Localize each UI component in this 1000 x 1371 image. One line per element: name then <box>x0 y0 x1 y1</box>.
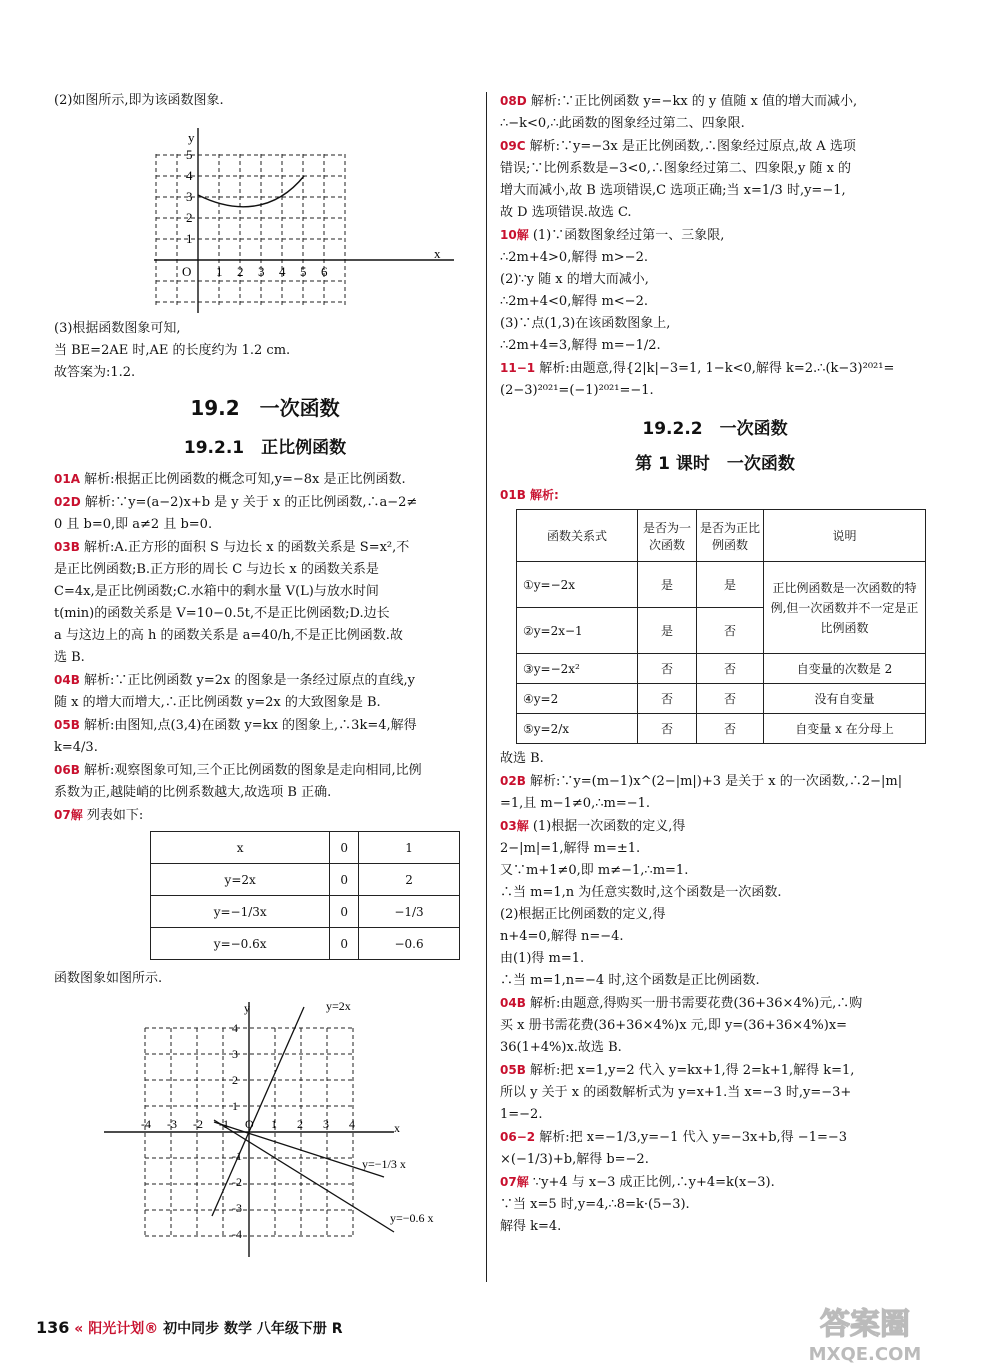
y-tick-label: 4 <box>232 1021 238 1035</box>
answer-line <box>500 815 930 838</box>
answer-line <box>500 1171 930 1194</box>
watermark-text: 答案圈 <box>820 1307 910 1342</box>
answer-text: 选 B. <box>54 650 85 665</box>
table-row <box>517 714 926 744</box>
subsection-title: 19.2.1 正比例函数 <box>183 438 347 458</box>
answer-tag: 08D <box>500 94 527 108</box>
answer-tag: 10解 <box>500 228 529 242</box>
answer-tag: 05B <box>500 1063 526 1077</box>
text-line: (2)如图所示,即为该函数图象. <box>54 93 224 108</box>
answer-text: ∴2m+4=3,解得 m=−1/2. <box>500 338 661 353</box>
answer-text: ∵当 x=5 时,y=4,∴8=k·(5−3). <box>500 1197 690 1212</box>
table-row <box>151 928 460 960</box>
answer-text: 错误;∵比例系数是−3<0,∴图象经过第二、四象限,y 随 x 的 <box>500 161 852 176</box>
answer-line <box>500 1126 930 1149</box>
book-title: 初中同步 数学 八年级下册 R <box>163 1321 343 1337</box>
answer-line <box>500 904 930 926</box>
answer-tag: 01A <box>54 472 80 486</box>
table-cell: ①y=−2x <box>517 562 638 608</box>
answer-line <box>54 581 476 603</box>
answer-line <box>500 269 930 291</box>
answer-text: 买 x 册书需花费(36+36×4%)x 元,即 y=(36+36×4%)x= <box>500 1018 848 1033</box>
answer-text: 故 D 选项错误.故选 C. <box>500 205 632 220</box>
answer-text: ∴2m+4<0,解得 m<−2. <box>500 294 648 309</box>
answer-tag: 04B <box>500 996 526 1010</box>
y-tick-label: 5 <box>186 147 193 162</box>
y-tick-label: -1 <box>232 1149 242 1163</box>
answer-tag: 07解 <box>500 1175 529 1189</box>
answer-line <box>500 291 930 313</box>
table-cell: 2 <box>359 864 460 896</box>
answer-text: 列表如下: <box>86 808 144 823</box>
answer-tag: 03解 <box>500 819 529 833</box>
answer-text: 解析:∵y=−3x 是正比例函数,∴图象经过原点,故 A 选项 <box>529 139 856 154</box>
answer-text: (2−3)²⁰²¹=(−1)²⁰²¹=−1. <box>500 383 654 398</box>
table-cell: 0 <box>330 896 359 928</box>
answers-list <box>500 90 930 402</box>
table-row <box>517 654 926 684</box>
answer-line <box>54 625 476 647</box>
answer-text: (2)∵y 随 x 的增大而减小, <box>500 272 649 287</box>
x-tick-label: 1 <box>216 264 223 279</box>
value-table <box>150 831 460 960</box>
answer-text: (2)根据正比例函数的定义,得 <box>500 907 666 922</box>
table-cell: 否 <box>638 654 697 684</box>
answer-line <box>54 669 476 692</box>
table-cell: 没有自变量 <box>764 684 926 714</box>
table-cell: ⑤y=2/x <box>517 714 638 744</box>
table-cell: 0 <box>330 928 359 960</box>
x-tick-label: -2 <box>193 1117 203 1131</box>
answer-line <box>54 782 476 804</box>
table-cell: 是 <box>638 608 697 654</box>
table-header: 说明 <box>764 510 926 562</box>
answer-text: C=4x,是正比例函数;C.水箱中的剩水量 V(L)与放水时间 <box>54 584 379 599</box>
answer-text: ∴当 m=1,n=−4 时,这个函数是正比例函数. <box>500 973 760 988</box>
answers-list <box>54 468 476 827</box>
answer-line <box>500 135 930 158</box>
table-cell: −1/3 <box>359 896 460 928</box>
y-tick-label: 2 <box>232 1073 238 1087</box>
answer-line <box>500 313 930 335</box>
table-cell: x <box>151 832 330 864</box>
answer-text: =1,且 m−1≠0,∴m=−1. <box>500 796 651 811</box>
x-tick-label: 4 <box>279 264 286 279</box>
answer-text: 解析:∵y=(a−2)x+b 是 y 关于 x 的正比例函数,∴a−2≠ <box>84 495 418 510</box>
answer-line <box>500 113 930 135</box>
x-tick-label: -3 <box>167 1117 177 1131</box>
table-cell: 0 <box>330 832 359 864</box>
table-cell: 否 <box>697 608 764 654</box>
answer-line <box>54 647 476 669</box>
answer-line <box>54 536 476 559</box>
y-tick-label: 1 <box>232 1099 238 1113</box>
brand-chevron-icon: « <box>74 1321 84 1337</box>
answer-text: 1=−2. <box>500 1107 543 1122</box>
table-cell: 否 <box>697 714 764 744</box>
answer-text: n+4=0,解得 n=−4. <box>500 929 624 944</box>
answer-tag: 09C <box>500 139 526 153</box>
answer-text: 又∵m+1≠0,即 m≠−1,∴m=1. <box>500 863 689 878</box>
y-tick-label: -3 <box>232 1201 242 1215</box>
table-cell: y=−0.6x <box>151 928 330 960</box>
table-cell: 自变量的次数是 2 <box>764 654 926 684</box>
table-cell: y=−1/3x <box>151 896 330 928</box>
answer-text: 0 且 b=0,即 a≠2 且 b=0. <box>54 517 213 532</box>
answer-tag: 06−2 <box>500 1130 536 1144</box>
x-tick-label: 2 <box>297 1117 303 1131</box>
y-tick-label: 1 <box>186 231 193 246</box>
answer-text: ∴2m+4>0,解得 m>−2. <box>500 250 648 265</box>
x-axis-label: x <box>394 1121 400 1135</box>
answer-text: 系数为正,越陡峭的比例系数越大,故选项 B 正确. <box>54 785 332 800</box>
answer-text: 解析:由题意,得购买一册书需要花费(36+36×4%)元,∴购 <box>530 996 863 1011</box>
answer-line <box>54 737 476 759</box>
column-divider <box>486 92 487 1282</box>
answer-text: k=4/3. <box>54 740 98 755</box>
answer-line <box>500 1104 930 1126</box>
table-row <box>151 832 460 864</box>
answer-text: 解析:A.正方形的面积 S 与边长 x 的函数关系是 S=x²,不 <box>84 540 410 555</box>
answer-tag: 04B <box>54 673 80 687</box>
answer-text: 解析:由题意,得{2|k|−3=1, 1−k<0,解得 k=2.∴(k−3)²⁰²¹= <box>539 361 895 376</box>
x-tick-label: -1 <box>219 1117 229 1131</box>
answer-line <box>500 224 930 247</box>
answer-text: 增大而减小,故 B 选项错误,C 选项正确;当 x=1/3 时,y=−1, <box>500 183 846 198</box>
page-footer <box>36 1318 342 1338</box>
y-tick-label: 3 <box>186 189 193 204</box>
answer-line <box>500 202 930 224</box>
text-line: (3)根据函数图象可知, <box>54 321 181 336</box>
table-cell: 是 <box>697 562 764 608</box>
section-title: 19.2 一次函数 <box>190 396 340 420</box>
x-tick-label: 1 <box>271 1117 277 1131</box>
answer-line <box>500 1194 930 1216</box>
right-column <box>500 90 930 1238</box>
answers-list <box>500 770 930 1238</box>
answer-line <box>54 692 476 714</box>
watermark-url: MXQE.COM <box>808 1344 922 1365</box>
answer-label: 解析: <box>530 488 559 502</box>
answer-line <box>500 1216 930 1238</box>
answer-text: 解析:由图知,点(3,4)在函数 y=kx 的图象上,∴3k=4,解得 <box>84 718 417 733</box>
answer-tag: 05B <box>54 718 80 732</box>
page-number: 136 <box>36 1318 70 1337</box>
answer-line <box>54 514 476 536</box>
line-label: y=−1/3 x <box>362 1157 406 1171</box>
answer-tag: 07解 <box>54 808 83 822</box>
watermark-logo <box>750 1300 980 1366</box>
answer-text: ∵y+4 与 x−3 成正比例,∴y+4=k(x−3). <box>532 1175 775 1190</box>
answer-line <box>500 970 930 992</box>
answer-text: a 与这边上的高 h 的函数关系是 a=40/h,不是正比例函数.故 <box>54 628 403 643</box>
answer-text: 由(1)得 m=1. <box>500 951 585 966</box>
table-cell: 否 <box>638 714 697 744</box>
answer-text: 解析:∵正比例函数 y=2x 的图象是一条经过原点的直线,y <box>84 673 415 688</box>
x-tick-label: 5 <box>300 264 307 279</box>
answer-text: ∴−k<0,∴此函数的图象经过第二、四象限. <box>500 116 745 131</box>
table-header: 函数关系式 <box>517 510 638 562</box>
y-axis-label: y <box>244 1001 250 1015</box>
table-header: 是否为一次函数 <box>638 510 697 562</box>
table-cell: y=2x <box>151 864 330 896</box>
x-tick-label: 3 <box>258 264 265 279</box>
answer-text: (1)∵函数图象经过第一、三象限, <box>532 228 725 243</box>
answer-text: 解析:∵正比例函数 y=−kx 的 y 值随 x 值的增大而减小, <box>530 94 858 109</box>
answer-tag: 02D <box>54 495 81 509</box>
table-cell: 自变量 x 在分母上 <box>764 714 926 744</box>
text-line: 故选 B. <box>500 751 544 766</box>
graph-2 <box>94 992 474 1262</box>
answer-line <box>54 759 476 782</box>
text-line: 当 BE=2AE 时,AE 的长度约为 1.2 cm. <box>54 343 291 358</box>
graph-1 <box>134 118 474 318</box>
answer-text: ×(−1/3)+b,解得 b=−2. <box>500 1152 649 1167</box>
table-cell: 否 <box>638 684 697 714</box>
y-tick-label: 4 <box>186 168 193 183</box>
answer-line <box>500 1082 930 1104</box>
function-table <box>516 509 926 744</box>
answer-tag: 03B <box>54 540 80 554</box>
answer-text: 36(1+4%)x.故选 B. <box>500 1040 622 1055</box>
table-cell: 否 <box>697 654 764 684</box>
table-row <box>151 896 460 928</box>
table-cell: 否 <box>697 684 764 714</box>
answer-line <box>500 335 930 357</box>
answer-line <box>500 770 930 793</box>
table-cell: 0 <box>330 864 359 896</box>
answer-text: 是正比例函数;B.正方形的周长 C 与边长 x 的函数关系是 <box>54 562 379 577</box>
answer-line <box>500 357 930 380</box>
answer-text: 解得 k=4. <box>500 1219 562 1234</box>
x-tick-label: 3 <box>323 1117 329 1131</box>
answer-line <box>54 603 476 625</box>
y-tick-label: 2 <box>186 210 193 225</box>
answer-text: 解析:把 x=−1/3,y=−1 代入 y=−3x+b,得 −1=−3 <box>539 1130 848 1145</box>
table-cell: 1 <box>359 832 460 864</box>
answer-line <box>500 1015 930 1037</box>
x-tick-label: 6 <box>321 264 328 279</box>
answer-text: 解析:把 x=1,y=2 代入 y=kx+1,得 2=k+1,解得 k=1, <box>530 1063 855 1078</box>
line-label: y=2x <box>326 999 351 1013</box>
answer-text: 解析:根据正比例函数的概念可知,y=−8x 是正比例函数. <box>84 472 406 487</box>
answer-line <box>500 180 930 202</box>
answer-line <box>500 1037 930 1059</box>
answer-text: (3)∵点(1,3)在该函数图象上, <box>500 316 671 331</box>
answer-text: t(min)的函数关系是 V=10−0.5t,不是正比例函数;D.边长 <box>54 606 390 621</box>
x-tick-label: -4 <box>141 1117 151 1131</box>
answer-line <box>500 926 930 948</box>
answer-line <box>54 491 476 514</box>
y-tick-label: -2 <box>232 1175 242 1189</box>
answer-tag: 01B <box>500 488 526 502</box>
answer-line <box>500 882 930 904</box>
brand-name: 阳光计划® <box>88 1321 159 1337</box>
answer-line <box>54 559 476 581</box>
table-cell: −0.6 <box>359 928 460 960</box>
answer-line <box>500 838 930 860</box>
y-tick-label: 3 <box>232 1047 238 1061</box>
answer-line <box>500 793 930 815</box>
answer-tag: 06B <box>54 763 80 777</box>
answer-line <box>500 860 930 882</box>
answer-text: ∴当 m=1,n 为任意实数时,这个函数是一次函数. <box>500 885 782 900</box>
answer-text: 所以 y 关于 x 的函数解析式为 y=x+1.当 x=−3 时,y=−3+ <box>500 1085 852 1100</box>
answer-line <box>54 714 476 737</box>
left-column <box>54 90 476 1262</box>
x-axis-label: x <box>434 246 441 261</box>
answer-line <box>500 380 930 402</box>
text-line: 函数图象如图所示. <box>54 971 163 986</box>
table-row <box>151 864 460 896</box>
answer-line <box>54 468 476 491</box>
line-label: y=−0.6 x <box>390 1211 434 1225</box>
answer-line <box>500 1149 930 1171</box>
x-tick-label: 4 <box>349 1117 355 1131</box>
answer-line <box>500 247 930 269</box>
answer-line <box>500 1059 930 1082</box>
table-header: 是否为正比例函数 <box>697 510 764 562</box>
table-cell: 是 <box>638 562 697 608</box>
answer-text: 解析:∵y=(m−1)x^(2−|m|)+3 是关于 x 的一次函数,∴2−|m| <box>530 774 903 789</box>
answer-tag: 11−1 <box>500 361 536 375</box>
answer-line <box>500 90 930 113</box>
answer-line <box>500 158 930 180</box>
text-line: 故答案为:1.2. <box>54 365 136 380</box>
table-cell: ②y=2x−1 <box>517 608 638 654</box>
origin-label: O <box>182 264 192 279</box>
subsection-title: 19.2.2 一次函数 <box>642 419 788 439</box>
answer-text: 2−|m|=1,解得 m=±1. <box>500 841 641 856</box>
table-row <box>517 562 926 608</box>
table-row <box>517 684 926 714</box>
answer-tag: 02B <box>500 774 526 788</box>
answer-text: 解析:观察图象可知,三个正比例函数的图象是走向相同,比例 <box>84 763 422 778</box>
answer-text: (1)根据一次函数的定义,得 <box>532 819 686 834</box>
x-tick-label: O <box>245 1117 254 1131</box>
table-cell: ④y=2 <box>517 684 638 714</box>
x-tick-label: 2 <box>237 264 244 279</box>
y-axis-label: y <box>188 130 195 145</box>
answer-line <box>500 992 930 1015</box>
lesson-title: 第 1 课时 一次函数 <box>635 454 795 474</box>
answer-line <box>500 948 930 970</box>
answer-line <box>54 804 476 827</box>
answer-text: 随 x 的增大而增大,∴正比例函数 y=2x 的大致图象是 B. <box>54 695 381 710</box>
merged-note-cell: 正比例函数是一次函数的特例,但一次函数并不一定是正比例函数 <box>764 562 926 654</box>
table-cell: ③y=−2x² <box>517 654 638 684</box>
y-tick-label: -4 <box>232 1227 242 1241</box>
answer-item <box>500 484 930 507</box>
